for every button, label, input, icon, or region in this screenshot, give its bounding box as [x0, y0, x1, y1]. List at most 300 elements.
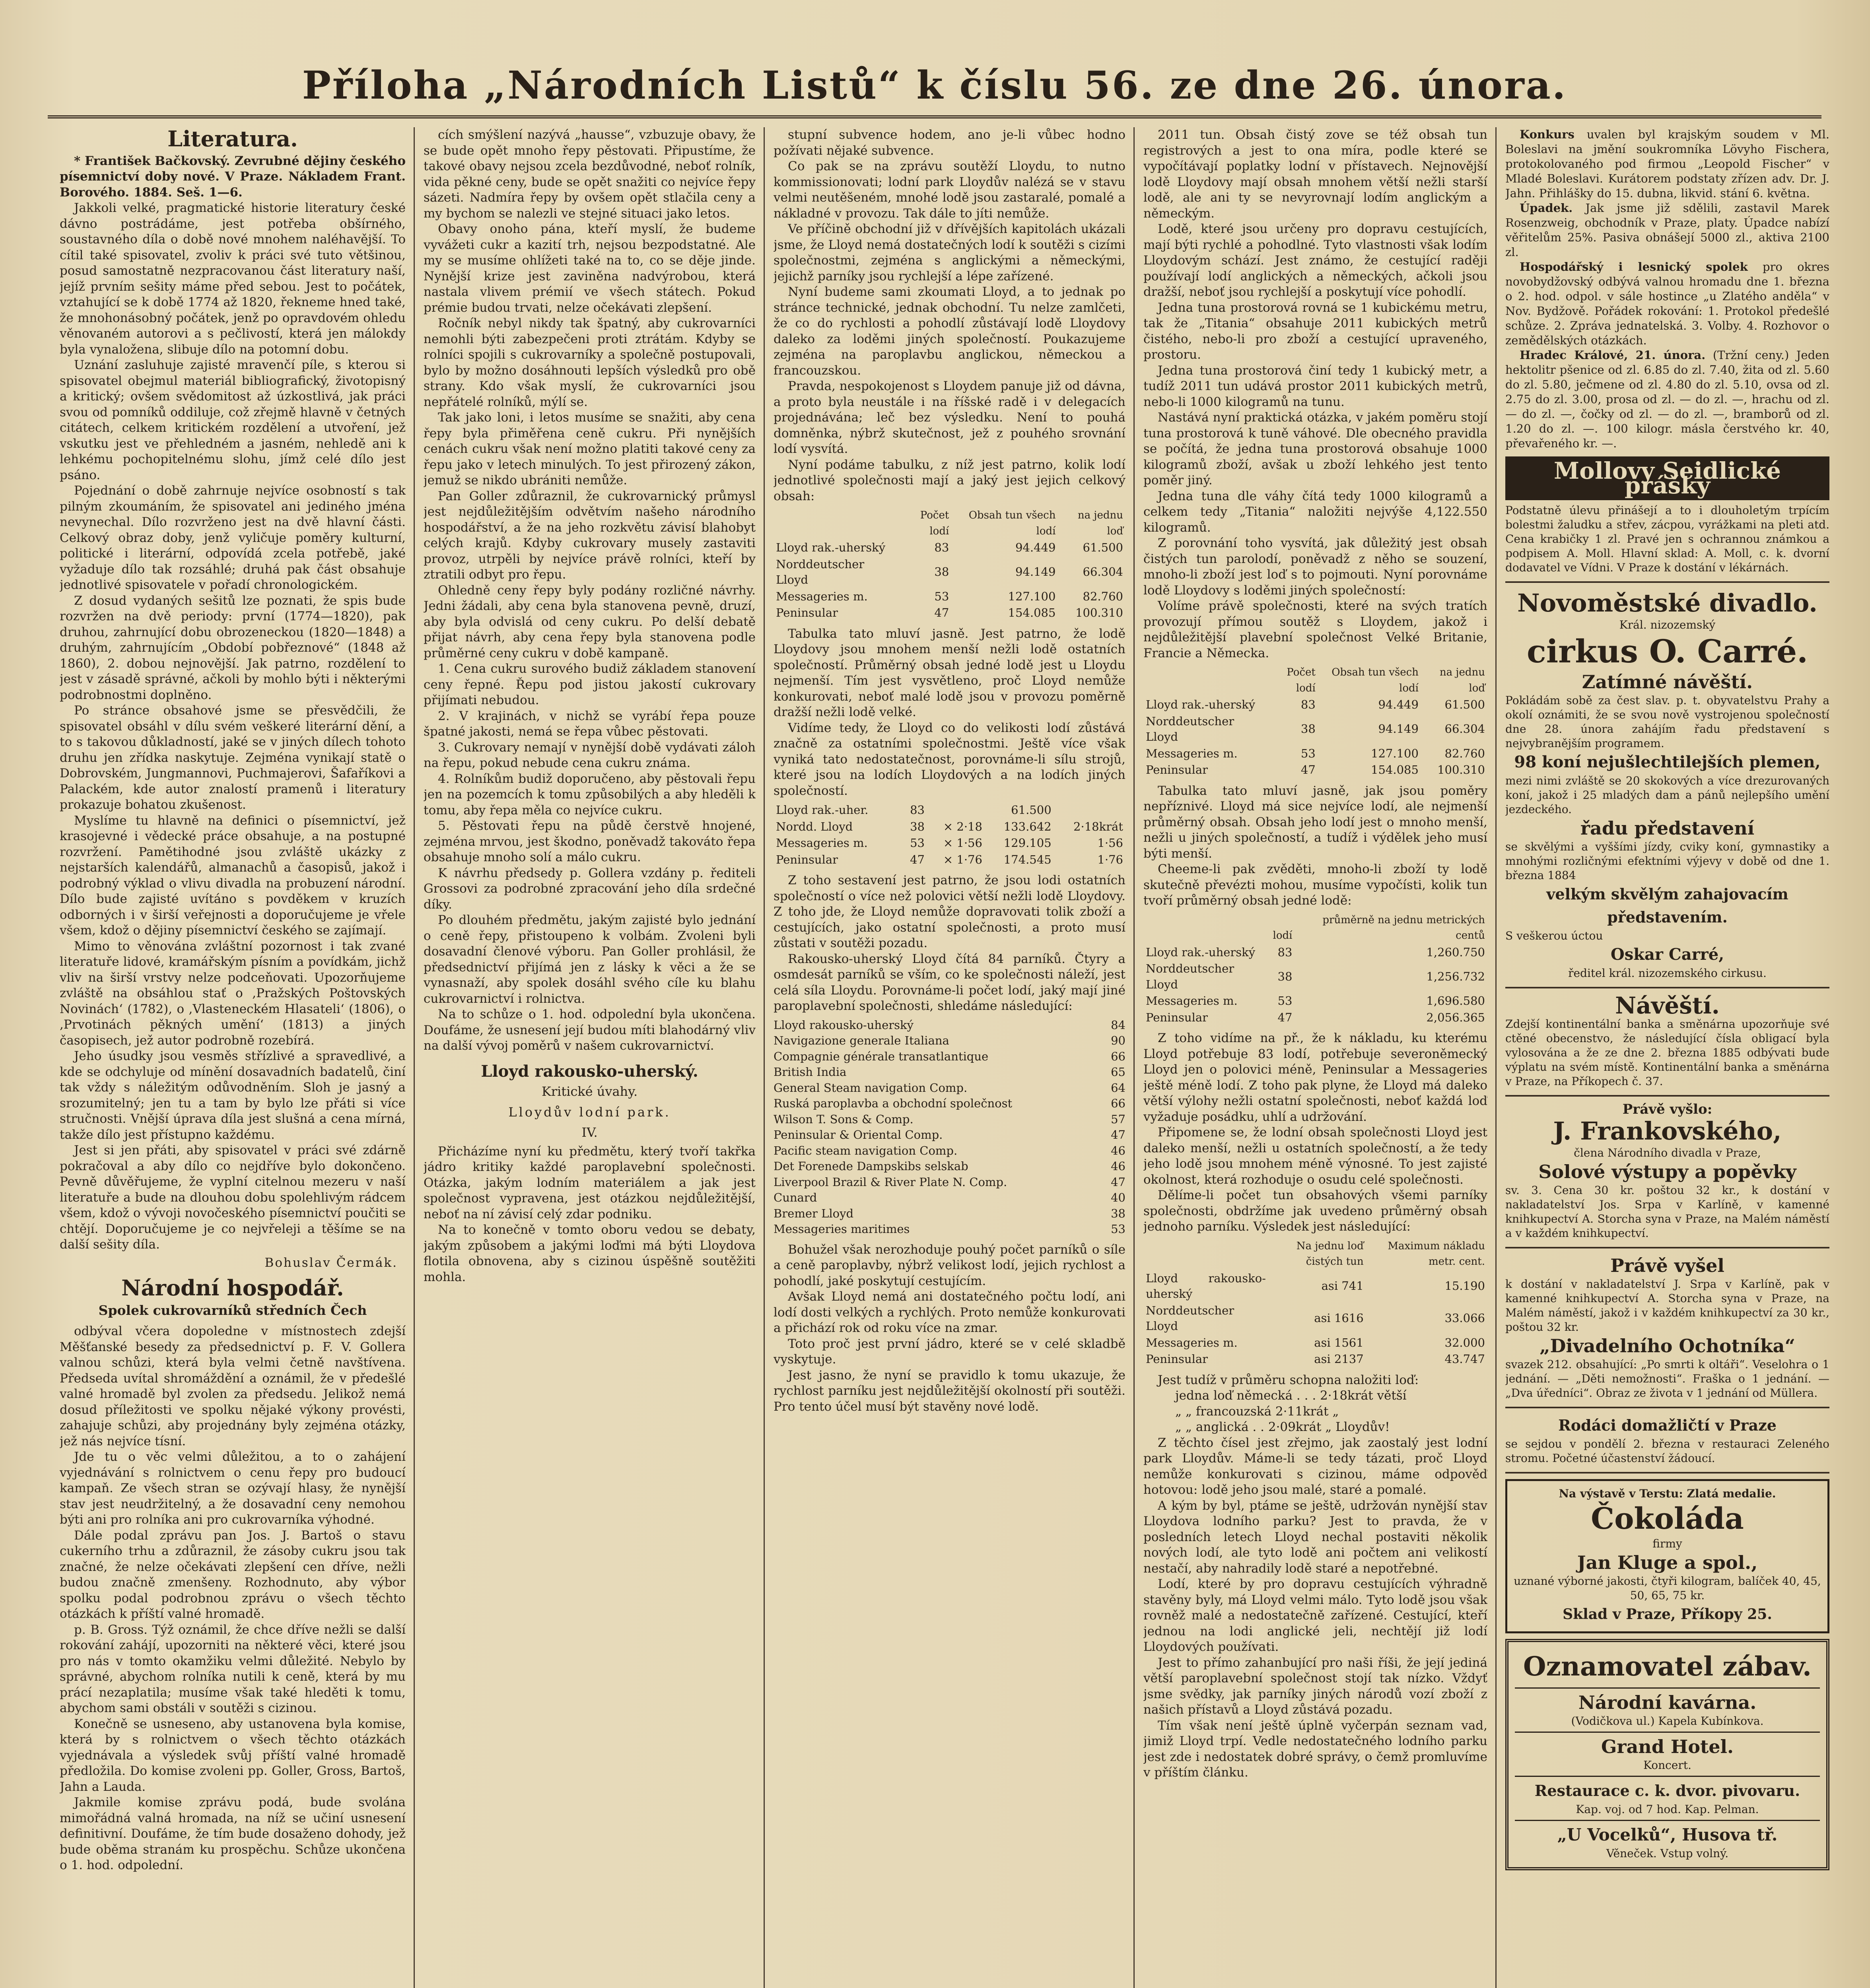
domazlice-ad [1505, 1408, 1829, 1474]
circus-ad [1505, 583, 1829, 988]
table-header: Na jednu loď čistých tun [1296, 1240, 1364, 1268]
publication-title: „Divadelního Ochotníka“ [1540, 1335, 1795, 1357]
table-cell: 83 [910, 803, 925, 817]
list-item [774, 1112, 1125, 1128]
venue-name: Grand Hotel. [1601, 1736, 1734, 1757]
fleet-table-3 [1143, 664, 1487, 779]
table-row [1143, 961, 1487, 993]
table-row [774, 540, 1125, 556]
company-count: 66 [1111, 1049, 1125, 1063]
publication-text: k dostání v nakladatelství J. Srpa v Karlíně, pak v kamenné knihkupectví A. Storcha syna v Praze, na Malém náměstí, jakož i v každém knihkupectví za 30 kr., poštou 32 kr. [1505, 1277, 1829, 1334]
author-role: člena Národního divadla v Praze, [1574, 1146, 1761, 1159]
chocolate-title: Čokoláda [1591, 1502, 1744, 1536]
entertainment-title: Oznamovatel zábav. [1523, 1651, 1812, 1682]
author-name: J. Frankovského, [1553, 1116, 1782, 1145]
paragraph: Volíme právě společnosti, které na svých tratích provozují přímou soutěž s Lloydem, jakož i nejdůležitější plavební společnost Velké Britanie, Francie a Německa. [1143, 599, 1487, 660]
table-cell: Norddeutscher Lloyd [776, 557, 865, 586]
notice [1505, 127, 1829, 201]
venue-name: Národní kavárna. [1578, 1692, 1757, 1713]
table-row [774, 605, 1125, 621]
table-cell: asi 1561 [1314, 1336, 1364, 1349]
paragraph: Jedna tuna prostorová činí tedy 1 kubický metr, a tudíž 2011 tun udává prostor 2011 kubických metrů, nebo-li 1000 kilogramů na tunu. [1143, 363, 1487, 409]
table-cell: 47 [910, 852, 925, 866]
venue [1515, 1732, 1820, 1773]
paragraph: Uznání zasluhuje zajisté mravenčí píle, s kterou si spisovatel obejmul materiál bibliografický, životopisný a kritický; ovšem svědomitost až úzkostlivá, jak práci svou od pomníků oddiluje, což zřejmě hlavně v četných citátech, celkem kritickém rozdělení a utvoření, jež vskutku jest ve přehledném a jasném, nehledě ani k lehkému pochopitelnému slohu, jímž celé dílo jest psáno. [60, 358, 406, 482]
table-header: Obsah tun všech lodí [1332, 666, 1419, 694]
comparison-line: „ „ anglická . . 2·09krát „ Lloydův! [1175, 1420, 1390, 1434]
table-cell: 1,696.580 [1426, 994, 1485, 1008]
notice-text: (Tržní ceny.) Jeden hektolitr pšenice od zl. 6.85 do zl. 7.40, žita od zl. 5.60 do zl. 5.80, ječmene od zl. 4.80 do zl. 5.10, ovsa od zl. 2.75 do zl. 3.00, prosa od zl. — do zl. —, hrachu od zl. — do zl. —, čočky od zl. — do zl. —, bramborů od zl. 1.20 do zl. —. 100 kilogr. másla čerstvého kr. 40, převařeného kr. —. [1505, 348, 1829, 450]
paragraph: Mimo to věnována zvláštní pozornost i tak zvané literatuře lidové, kramářským písním a povídkám, jichž vliv na širší vrstvy nelze podceňovati. Upozorňujeme zvláště na obsáhlou stať o ,Pražských Poštovských Novinách‘ (1782), o ,Vlasteneckém Hlasateli‘ (1806), o ,Prvotinách pěkných umění‘ (1813) a jiných časopisech, jež autor podrobně rozebírá. [60, 939, 406, 1048]
paragraph: Dále podal zprávu pan Jos. J. Bartoš o stavu cukerního trhu a zdůraznil, že zásoby cukru jsou tak značné, že nelze očekávati zlepšení cen dříve, nežli budou značně zmenšeny. Rozhodnuto, aby výbor spolku podal podrobnou zprávu o všech těchto otázkách k příští valné hromadě. [60, 1528, 406, 1621]
table-cell: 94.449 [1015, 541, 1056, 554]
venue-name: „U Vocelků“, Husova tř. [1557, 1825, 1778, 1844]
list-item [774, 1206, 1125, 1222]
column-rule [764, 127, 765, 1988]
table-cell: asi 741 [1321, 1279, 1364, 1293]
table-row [774, 819, 1125, 835]
paragraph: Lodí, které by pro dopravu cestujících výhradně stavěny byly, má Lloyd velmi málo. Tyto lodě jsou však rovněž malé a nedostatečně zařízené. Cestující, kteří jednou na lodi anglické jeli, nechtějí již lodí Lloydových používati. [1143, 1577, 1487, 1654]
table-cell: 53 [1277, 994, 1293, 1008]
table-row [774, 556, 1125, 588]
table-cell: asi 2137 [1314, 1352, 1364, 1366]
paragraph: Toto proč jest první jádro, které se v celé skladbě vyskytuje. [774, 1336, 1125, 1367]
table-row [1143, 944, 1487, 961]
table-cell: 154.085 [1371, 763, 1419, 777]
table-cell: 100.310 [1075, 606, 1123, 619]
table-cell: 47 [1277, 1010, 1293, 1024]
company-name: Wilson T. Sons & Comp. [774, 1112, 914, 1126]
paragraph: Připomene se, že lodní obsah společnosti Lloyd jest daleko menší, nežli u ostatních společností, a že tedy jeho lodě jsou mnohem méně výnosné. To jest zajisté okolnost, která rozhoduje o osudu celé společnosti. [1143, 1125, 1487, 1187]
notice-text: uvalen byl krajským soudem v Ml. Boleslavi na jmění soukromníka Lövyho Fischera, protokolovaného pod firmou „Leopold Fischer“ v Mladé Boleslavi. Kurátorem podstaty zřízen adv. Dr. J. Jahn. Přihlášky do 15. dubna, likvid. stání 6. května. [1505, 128, 1829, 200]
lloyd-part-number: IV. [581, 1125, 598, 1140]
paragraph: Nyní budeme sami zkoumati Lloyd, a to jednak po stránce technické, jednak obchodní. Tu nelze zamlčeti, že co do rychlosti a pohodlí zůstávají lodě Lloydovy daleko za loděmi jiných společností. Poukazujeme zejména na paroplavbu anglickou, německou a francouzskou. [774, 285, 1125, 378]
table-cell: Peninsular [1146, 1352, 1208, 1366]
company-name: General Steam navigation Comp. [774, 1081, 968, 1095]
table-cell: 129.105 [1003, 836, 1052, 850]
table-cell: Lloyd rak.-uherský [1146, 698, 1256, 711]
company-name: Lloyd rakousko-uherský [774, 1018, 914, 1032]
company-name: Peninsular & Oriental Comp. [774, 1128, 943, 1142]
seidlitz-title: Mollovy Seidlické prášky [1505, 456, 1829, 500]
paragraph: cích smýšlení nazývá „hausse“, vzbuzuje obavy, že se bude opět mnoho řepy pěstovati. Připustíme, že takové obavy nejsou zcela bezdůvodné, neboť rolník, vida pěkné ceny, bude se opět snažiti co nejvíce řepy sázeti. Nadmíra řepy by ovšem opět stlačila ceny a my bychom se nalezli ve stejné situaci jako letos. [424, 128, 756, 221]
paragraph: stupní subvence hodem, ano je-li vůbec hodno požívati nějaké subvence. [774, 128, 1125, 158]
paragraph: Cheeme-li pak zvěděti, mnoho-li zboží ty lodě skutečně převézti mohou, musíme vypočísti, kolik tun tvoří průměrný obsah jedné lodě: [1143, 862, 1487, 908]
opening-line: velkým skvělým zahajovacím představením. [1546, 885, 1788, 926]
paragraph: Jest tudíž v průměru schopna naložiti loď: [1158, 1373, 1419, 1387]
notice-lead: Úpadek. [1520, 201, 1573, 215]
award-line: Na výstavě v Terstu: Zlatá medalie. [1559, 1487, 1776, 1500]
paragraph: Rakousko-uherský Lloyd čítá 84 parníků. Čtyry a osmdesát parníků se vším, co ke společnosti náleží, jest celá síla Lloydu. Porovnáme-li počet lodí, jaký mají jiné paroplavební společnosti, shledáme následující: [774, 951, 1125, 1013]
company-name: Det Forenede Dampskibs selskab [774, 1159, 968, 1173]
fleet-table-5 [1143, 1238, 1487, 1368]
notice [1505, 348, 1829, 451]
table-cell: 82.760 [1083, 589, 1123, 603]
table-cell: 2·18krát [1073, 819, 1123, 833]
table-row [1143, 746, 1487, 762]
table-header [1143, 912, 1271, 944]
paragraph: odbýval včera dopoledne v místnostech zdejší Měšťanské besedy za předsednictví p. F. V. Gollera valnou schůzi, která byla velmi četně navštívena. Předseda uvítal shromáždění a oznámil, že v předešlé valné hromadě byl zvolen za předsedu. Jelikož nemá dosud příležitosti ve spolku nějaké výkony provésti, zahajuje schůzi, aby projednány byly zejména otázky, jež nás nejvíce tísní. [60, 1324, 406, 1448]
table-header-row [1143, 664, 1487, 697]
rodaci-text: se sejdou v pondělí 2. března v restauraci Zeleného stromu. Početné účastenství žádoucí. [1505, 1437, 1829, 1465]
carre-signature: Oskar Carré, [1610, 945, 1724, 964]
resolution-item: 3. Cukrovary nemají v nynější době vydávati záloh na řepu, pokud nebude cena cukru známa. [424, 740, 756, 770]
table-cell: 82.760 [1444, 746, 1485, 760]
table-header: na jednu loď [1439, 666, 1485, 694]
company-count: 46 [1111, 1159, 1125, 1173]
list-item [774, 1190, 1125, 1206]
company-name: Messageries maritimes [774, 1222, 910, 1236]
table-cell: Peninsular [776, 606, 838, 619]
list-item [774, 1033, 1125, 1049]
list-item [774, 1049, 1125, 1065]
venue-name: Restaurace c. k. dvor. pivovaru. [1534, 1782, 1800, 1800]
table-cell: 32.000 [1444, 1336, 1485, 1349]
horses-text: mezi nimi zvláště se 20 skokových a více drezurovaných koní, jakož i 25 mladých dam a pánů nejlepšího umění jezdeckého. [1505, 774, 1829, 816]
table-cell: Messageries m. [1146, 994, 1238, 1008]
notice [1505, 201, 1829, 260]
book-title: * František Bačkovský. Zevrubné dějiny českého písemnictví doby nové. V Praze. Nákladem Frant. Borového. 1884. Seš. 1—6. [60, 153, 406, 200]
table-cell: Norddeutscher Lloyd [1146, 1303, 1234, 1333]
table-row [1143, 1270, 1487, 1303]
table-cell: 94.449 [1378, 698, 1419, 711]
table-row [1143, 1335, 1487, 1351]
table-row [1143, 1010, 1487, 1026]
table-header: na jednu loď [1077, 509, 1123, 537]
table-cell: 38 [1300, 722, 1316, 736]
table-header: Maximum nákladu metr. cent. [1388, 1240, 1485, 1268]
table-cell: 83 [934, 541, 949, 554]
paragraph: Z toho sestavení jest patrno, že jsou lodi ostatních společností o více než polovici větší nežli lodě Lloydovy. Z toho jde, že Lloyd nemůže dopravovati tolik zboží a cestujících, jako ostatní společnosti, a proto musí zůstati v soutěži pozadu. [774, 873, 1125, 950]
resolution-item: 2. V krajinách, v nichž se vyrábí řepa pouze špatné jakosti, nemá se řepa vůbec pěstovati. [424, 709, 756, 739]
table-cell: 1,256.732 [1426, 969, 1485, 983]
paragraph: 2011 tun. Obsah čistý zove se též obsah tun registrových a jest to ona míra, podle které se vypočítávají poplatky lodní v přístavech. Nejnovější lodě Lloydovy mají obsah mnohem větší nežli starší lodě, ale ani ty se nevyrovnají lodím anglickým a německým. [1143, 128, 1487, 221]
rodaci-title: Rodáci domažličtí v Praze [1558, 1416, 1777, 1434]
seidlitz-text: Podstatně úlevu přinášejí a to i dlouholetým trpícím bolestmi žaludku a střev, zácpou, vyrážkami na pleti atd. Cena krabičky 1 zl. Pravé jen s ochrannou známkou a podpisem A. Moll. Hlavní sklad: A. Moll, c. k. dvorní dodavatel ve Vídni. V Praze k dostání v lékárnách. [1505, 504, 1829, 574]
column-3 [774, 127, 1125, 1988]
table-row [1143, 713, 1487, 746]
column-rule [414, 127, 415, 1988]
theatre-sub: Král. nizozemský [1619, 618, 1716, 631]
carre-role: ředitel král. nizozemského cirkusu. [1568, 967, 1767, 980]
paragraph: Pravda, nespokojenost s Lloydem panuje již od dávna, a proto byla neustále i na říšské radě i v delegacích projednávána; leč bez výsledku. Není to pouhá domněnka, nýbrž skutečnost, jež z pouhého srovnání lodí vysvítá. [774, 379, 1125, 456]
book-text: sv. 3. Cena 30 kr. poštou 32 kr., k dostání v nakladatelství Jos. Srpa v Karlíně, v kamenné knihkupectví A. Storcha syna v Praze, na Malém náměstí a v každém knihkupectví. [1505, 1184, 1829, 1240]
closing-line: S veškerou úctou [1505, 929, 1603, 942]
firm-name: Jan Kluge a spol., [1577, 1552, 1758, 1573]
performances-title: řadu představení [1580, 817, 1755, 839]
company-count: 46 [1111, 1143, 1125, 1157]
table-cell: 61.500 [1444, 698, 1485, 711]
paragraph: Na to konečně v tomto oboru vedou se debaty, jakým způsobem a jakými loďmi má býti Lloydova flotila obnovena, aby s cizinou úspěšně soutěžiti mohla. [424, 1223, 756, 1284]
paragraph: Avšak Lloyd nemá ani dostatečného počtu lodí, ani lodí dosti velkých a rychlých. Proto nemůže konkurovati a přichází rok od roku více na zmar. [774, 1289, 1125, 1335]
paragraph: Myslíme tu hlavně na definici o písemnictví, jež krasojevné i vědecké práce obsahuje, a na postupné rozvržení. Pamětihodné jsou zvláště ukázky z nejstarších kalendářů, almanachů a časopisů, jakož i podrobný výklad o vlivu divadla na probuzení národní. Dílo bude zajisté uvítáno s povděkem v kruzích odborných i v širší veřejnosti a doporučujeme je vřele všem, kdož o dějiny písemnictví českého se zajímají. [60, 813, 406, 938]
paragraph: Z porovnání toho vysvítá, jak důležitý jest obsah čistých tun parolodí, poněvadž z něho se souzení, mnoho-li zboží jest loď s to pojmouti. Nyní porovnáme lodě Lloydovy s loděmi jiných společností: [1143, 536, 1487, 598]
notice-text: Jak jsme již sdělili, zastavil Marek Rosenzweig, obchodník v Praze, platy. Úpadce nabízí věřitelům 25%. Pasiva obnášejí 5000 zl., aktiva 2100 zl. [1505, 201, 1829, 259]
paragraph: Nyní podáme tabulku, z níž jest patrno, kolik lodí jednotlivé společnosti mají a jaký jest jejich celkový obsah: [774, 457, 1125, 503]
performances-text: se skvělými a vyššími jízdy, cviky koní, gymnastiky a mnohými rozličnými efektními výjevy v době od dne 1. března 1884 [1505, 840, 1829, 882]
table-row [774, 802, 1125, 819]
paragraph: Tabulka tato mluví jasně. Jest patrno, že lodě Lloydovy jsou mnohem menší nežli lodě ostatních společností. Průměrný obsah jedné lodě jest u Lloydu nejmenší. Tím jest vysvětleno, proč Lloyd nemůže konkurovati, neboť malé lodě jsou v provozu poměrně dražší nežli lodě velké. [774, 626, 1125, 719]
table-cell: 61.500 [1083, 541, 1123, 554]
company-count: 40 [1111, 1191, 1125, 1204]
table-cell: Peninsular [776, 852, 838, 866]
paragraph: Pan Goller zdůraznil, že cukrovarnický průmysl jest nejdůležitějším odvětvím našeho národního hospodářství, a že na jeho rozkvětu závisí blahobyt celých krajů. Kdyby cukrovary musely zastaviti provoz, utrpěli by nejvíce právě rolníci, kteří by ztratili odbyt pro řepu. [424, 489, 756, 582]
resolution-item: 5. Pěstovati řepu na půdě čerstvě hnojené, zejména mrvou, jest škodno, poněvadž takováto řepa obsahuje mnoho solí a málo cukru. [424, 819, 756, 864]
notice-lead: Hospodářský i lesnický spolek [1520, 260, 1748, 274]
table-cell: 53 [934, 589, 949, 603]
paragraph: Po dlouhém předmětu, jakým zajisté bylo jednání o ceně řepy, přistoupeno k volbám. Zvoleni byli dosavadní členové výboru. Pan Goller prohlásil, že předsednictví přijímá jen z lásky k věci a že se vynasnaží, aby spolek dosáhl svého cíle ku blahu cukrovarnictví i rolnictva. [424, 913, 756, 1006]
table-cell: Norddeutscher Lloyd [1146, 714, 1234, 744]
table-cell: 94.149 [1378, 722, 1419, 736]
column-2 [424, 127, 756, 1988]
table-header: Počet lodí [1287, 666, 1316, 694]
chocolate-text: uznané výborné jakosti, čtyři kilogram, balíček 40, 45, 50, 65, 75 kr. [1514, 1574, 1821, 1602]
paragraph: Jeho úsudky jsou vesměs střízlivé a spravedlivé, a kde se odchyluje od mínění dosavadních badatelů, činí tak vždy s náležitým odůvodněním. Sloh je jasný a srozumitelný; jen tu a tam by bylo lze přáti si více stručnosti. Vnější úprava díla jest slušná a cena mírná, takže dílo jest přístupno každému. [60, 1049, 406, 1142]
company-name: Ruská paroplavba a obchodní společnost [774, 1097, 1013, 1110]
table-cell: Norddeutscher Lloyd [1146, 962, 1234, 991]
fleet-table-4 [1143, 912, 1487, 1026]
table-cell: × 1·56 [943, 836, 982, 850]
table-header-row [1143, 912, 1487, 944]
table-header-row [1143, 1238, 1487, 1270]
resolution-item: 1. Cena cukru surového budiž základem stanovení ceny řepné. Řepu pod jistou jakostí cukrovary přijímati nebudou. [424, 662, 756, 707]
table-cell: 2,056.365 [1426, 1010, 1485, 1024]
notice-lead: Konkurs [1520, 128, 1575, 141]
table-cell: 15.190 [1444, 1279, 1485, 1293]
notice [1505, 260, 1829, 348]
company-name: Compagnie générale transatlantique [774, 1049, 989, 1063]
column-5-ads [1505, 127, 1829, 1988]
paragraph: p. B. Gross. Týž oznámil, že chce dříve nežli se další rokování zahájí, upozorniti na některé věci, které jsou pro nás v tomto okamžiku velmi důležité. Nebylo by správné, abychom rolníka nutili k ceně, která by mu prácí nezaplatila; musíme však také hleděti k tomu, abychom sami obstáli v soutěži s cizinou. [60, 1622, 406, 1715]
signature: Bohuslav Čermák. [264, 1255, 398, 1270]
warehouse-line: Sklad v Praze, Příkopy 25. [1563, 1606, 1772, 1623]
company-list [774, 1017, 1125, 1237]
paragraph: Jest to přímo zahanbující pro naši říši, že její jediná větší paroplavební společnost stojí tak nízko. Vždyť jsme svědky, jak parníky jiných národů vozí zboží z našich přístavů a Lloyd zůstává pozadu. [1143, 1655, 1487, 1717]
table-cell: 127.100 [1371, 746, 1419, 760]
table-cell: × 1·76 [943, 852, 982, 866]
table-cell: 127.100 [1008, 589, 1056, 603]
table-cell: 38 [934, 565, 949, 579]
fleet-table-2 [774, 802, 1125, 868]
theatre-title: Novoměstské divadlo. [1517, 588, 1818, 617]
venue [1515, 1820, 1820, 1861]
column-rule [1495, 127, 1497, 1988]
company-count: 53 [1111, 1222, 1125, 1236]
table-cell: × 2·18 [943, 819, 982, 833]
table-cell: 53 [1300, 746, 1316, 760]
circus-title: cirkus O. Carré. [1527, 633, 1808, 670]
lloyd-subheading-2: Lloydův lodní park. [508, 1104, 671, 1120]
lloyd-subheading: Kritické úvahy. [541, 1084, 638, 1099]
table-cell: Messageries m. [1146, 746, 1238, 760]
paragraph: Co pak se na zprávu soutěží Lloydu, to nutno kommissionovati; lodní park Lloydův nalézá se v stavu velmi neutěšeném, mnohé lodě jsou zastaralé, pomalé a nákladné v provozu. Tak dále to jíti nemůže. [774, 159, 1125, 221]
table-cell: Lloyd rak.-uherský [776, 541, 886, 554]
paragraph: Obavy onoho pána, kteří myslí, že budeme vyvážeti cukr a kazití trh, nejsou bezpodstatné. Ale my se musíme ohlížeti také na to, co se děje jinde. Nynější krize jest zaviněna nadvýrobou, která nastala vlivem prémií ve všech státech. Pokud prémie budou trvati, nelze očekávati zlepšení. [424, 222, 756, 315]
table-cell: 1·76 [1097, 852, 1123, 866]
company-count: 65 [1111, 1065, 1125, 1079]
paragraph: Z toho vidíme na př., že k nákladu, ku kterému Lloyd potřebuje 83 lodí, potřebuje severoněmecký Lloyd jen o polovici méně, Peninsular a Messageries ještě méně lodí. Z toho pak plyne, že Lloyd má daleko větší výlohy nežli ostatní společnosti, neboť každá loď vyžaduje posádku, uhlí a udržování. [1143, 1031, 1487, 1124]
table-cell: Lloyd rak.-uherský [1146, 945, 1256, 959]
table-cell: 38 [910, 819, 925, 833]
table-row [1143, 762, 1487, 779]
table-header: Obsah tun všech lodí [968, 509, 1056, 537]
table-cell: Lloyd rak.-uher. [776, 803, 869, 817]
paragraph: Vidíme tedy, že Lloyd co do velikosti lodí zůstává značně za ostatními společnostmi. Ještě více však vyniká tato nedostatečnost, porovnáme-li sílu strojů, které jsou na lodích Lloydových a na lodích jiných společností. [774, 720, 1125, 798]
table-header: Počet lodí [920, 509, 949, 537]
paragraph: Tabulka tato mluví jasně, jak jsou poměry nepříznivé. Lloyd má sice nejvíce lodí, ale nejmenší průměrný obsah. Obsah jeho lodí jest o mnoho menší, nežli u jiných společností, a tudíž i výdělek jeho musí býti menší. [1143, 783, 1487, 861]
paragraph: A kým by byl, ptáme se ještě, udržován nynější stav Lloydova lodního parku? Jest to pravda, že v posledních letech Lloyd nechal postaviti několik nových lodí, ale tyto lodě ani počtem ani velikostí nestačí, aby nahradily lodě staré a nepotřebné. [1143, 1498, 1487, 1576]
provisional-notice-title: Zatímné návěští. [1582, 671, 1753, 693]
column-4 [1143, 127, 1487, 1988]
company-count: 64 [1111, 1081, 1125, 1095]
venue [1515, 1687, 1820, 1728]
table-cell: 61.500 [1011, 803, 1052, 817]
venue-detail: Koncert. [1643, 1759, 1691, 1772]
table-cell: Lloyd rakousko-uherský [1146, 1271, 1266, 1301]
company-name: Navigazione generale Italiana [774, 1034, 949, 1047]
paragraph: Ročník nebyl nikdy tak špatný, aby cukrovarníci nemohli býti zabezpečeni proti ztrátám. Kdyby se rolníci spojili s cukrovarníky a společně postupovali, bylo by možno dosáhnouti lepších výsledků pro obě strany. Kdo však myslí, že cukrovarníci jsou nepřátelé rolníků, mýlí se. [424, 316, 756, 409]
seidlitz-ad [1505, 451, 1829, 583]
chocolate-ad [1505, 1479, 1829, 1633]
bank-notice-ad [1505, 988, 1829, 1097]
paragraph: Bohužel však nerozhoduje pouhý počet parníků o síle a ceně paroplavby, nýbrž velikost lodí, jejich rychlost a pohodlí, jaké poskytují cestujícím. [774, 1242, 1125, 1288]
list-item [774, 1096, 1125, 1112]
paragraph: Tím však není ještě úplně vyčerpán seznam vad, jimiž Lloyd trpí. Vedle nedostatečného lodního parku jest zde i nedostatek dobré správy, o čemž promluvíme v příštím článku. [1143, 1718, 1487, 1780]
table-cell: 1,260.750 [1426, 945, 1485, 959]
table-row [1143, 697, 1487, 713]
table-cell: 133.642 [1003, 819, 1052, 833]
economy-subheading: Spolek cukrovarníků středních Čech [98, 1302, 367, 1318]
venue-detail: Věneček. Vstup volný. [1606, 1847, 1729, 1860]
paragraph: Dělíme-li počet tun obsahových všemi parníky společnosti, obdržíme jak uvedeno průměrný obsah jednoho parníku. Výsledek jest následující: [1143, 1188, 1487, 1234]
just-published-label: Právě vyšel [1610, 1255, 1724, 1276]
column-1 [60, 127, 406, 1988]
fleet-table-1 [774, 507, 1125, 621]
list-item [774, 1064, 1125, 1080]
company-count: 84 [1111, 1018, 1125, 1032]
table-cell: 53 [910, 836, 925, 850]
table-cell: 33.066 [1444, 1311, 1485, 1325]
table-cell: 43.747 [1444, 1352, 1485, 1366]
table-cell: Messageries m. [1146, 1336, 1238, 1349]
table-cell: 47 [934, 606, 949, 619]
table-cell: Messageries m. [776, 589, 868, 603]
table-cell: 1·56 [1097, 836, 1123, 850]
table-cell: 66.304 [1083, 565, 1123, 579]
lloyd-heading: Lloyd rakousko-uherský. [481, 1062, 698, 1081]
company-count: 90 [1111, 1034, 1125, 1047]
horses-line: 98 koní nejušlechtilejších plemen, [1514, 753, 1821, 771]
table-cell: 83 [1300, 698, 1316, 711]
paragraph: Ohledně ceny řepy byly podány rozličné návrhy. Jedni žádali, aby cena byla stanovena pevně, druzí, aby byla odvislá od ceny cukru. Po delší debatě přijat návrh, aby cena řepy byla stanovena podle průměrné ceny cukru v době kampaně. [424, 583, 756, 660]
table-cell: 174.545 [1003, 852, 1052, 866]
ochotnik-ad [1505, 1248, 1829, 1408]
table-header-row [774, 507, 1125, 540]
firm-label: firmy [1652, 1537, 1682, 1550]
comparison-line: „ „ francouzská 2·11krát „ [1175, 1404, 1339, 1419]
economy-heading: Národní hospodář. [121, 1275, 344, 1301]
book-title: Solové výstupy a popěvky [1538, 1161, 1796, 1182]
paragraph: Po stránce obsahové jsme se přesvědčili, že spisovatel obsáhl v dílu svém veškeré literární dění, a to s takovou důkladností, jaké se v jiných dílech tohoto druhu jen zřídka naskytuje. Zejména vynikají statě o Dobrovském, Jungmannovi, Puchmajerovi, Šafaříkovi a Palackém, kde autor znalostí pramenů i literatury prokazuje bohatou zkušenost. [60, 703, 406, 812]
notice-text: Zdejší kontinentální banka a směnárna upozorňuje své ctěné obecenstvo, že následující čísla obligací byla vylosována a že ze dne 2. března 1885 odbývati bude výplatu na svém místě. Kontinentální banka a směnárna v Praze, na Příkopech č. 37. [1505, 1017, 1829, 1088]
table-header: průměrně na jednu metrických centů [1322, 914, 1485, 942]
table-header [1143, 664, 1266, 697]
resolution-item: 4. Rolníkům budiž doporučeno, aby pěstovali řepu jen na pozemcích k tomu způsobilých a aby hleděli k tomu, aby řepa měla co nejvíce cukru. [424, 771, 756, 817]
company-name: Bremer Lloyd [774, 1206, 854, 1220]
paragraph: Pojednání o době zahrnuje nejvíce osobností s tak pilným zkoumáním, že spisovatel ani jediného jména nevynechal. Dílo rozvrženo jest na dvě hlavní části. Celkový obraz doby, jenž vyličuje poměry kulturní, politické i literární, odpovídá zcela potřebě, jaké vyžaduje dílo tak rozsáhlé; druhá pak část obsahuje jednotlivé spisovatele v pořadí chronologickém. [60, 483, 406, 592]
provisional-notice-text: Pokládám sobě za čest slav. p. t. obyvatelstvu Prahy a okolí oznámiti, že se svou nově vystrojenou společností dne 28. února zahájím řadu představení s nejvybranějším programem. [1505, 694, 1829, 750]
table-cell [927, 802, 985, 819]
company-name: Cunard [774, 1191, 817, 1204]
table-row [774, 835, 1125, 852]
list-item [774, 1159, 1125, 1175]
table-header [774, 507, 898, 540]
company-count: 47 [1111, 1175, 1125, 1189]
table-row [1143, 1303, 1487, 1335]
company-name: Pacific steam navigation Comp. [774, 1143, 958, 1157]
venue-detail: Kap. voj. od 7 hod. Kap. Pelman. [1576, 1803, 1759, 1816]
company-count: 66 [1111, 1097, 1125, 1110]
paragraph: Ve příčině obchodní již v dřívějších kapitolách ukázali jsme, že Lloyd nemá dostatečných lodí k soutěži s cizími společnostmi, zejména s anglickými a německými, jejichž parníky jsou rychlejší a lépe zařízené. [774, 222, 1125, 283]
publication-contents: svazek 212. obsahující: „Po smrti k oltáři“. Veselohra o 1 jednání. — „Děti nemožnosti“. Fraška o 1 jednání. — „Dva úředníci“. Obraz ze života v 1 jednání od Müllera. [1505, 1358, 1829, 1400]
column-rule [1133, 127, 1135, 1988]
comparison-line: jedna loď německá . . . 2·18krát větší [1175, 1388, 1407, 1403]
paragraph: K návrhu předsedy p. Gollera vzdány p. řediteli Grossovi za podrobné zpracování jeho díla srdečné díky. [424, 866, 756, 912]
table-cell: Peninsular [1146, 1010, 1208, 1024]
table-row [774, 852, 1125, 868]
paragraph: Konečně se usneseno, aby ustanovena byla komise, která by s rolnictvem o všech těchto otázkách vyjednávala a výsledek svůj příští valné hromadě předložila. Do komise zvoleni pp. Goller, Gross, Bartoš, Jahn a Lauda. [60, 1716, 406, 1794]
list-item [774, 1127, 1125, 1143]
table-cell: 66.304 [1444, 722, 1485, 736]
notice-text: pro okres novobydžovský odbývá valnou hromadu dne 1. března o 2. hod. odpol. v sále hostince „u Zlatého anděla“ v Nov. Bydžově. Pořádek rokování: 1. Protokol předešlé schůze. 2. Zpráva jednatelská. 3. Volby. 4. Rozhovor o zemědělských otázkách. [1505, 260, 1829, 347]
notice-title: Návěští. [1615, 992, 1720, 1019]
table-cell [1054, 802, 1125, 819]
company-name: British India [774, 1065, 847, 1079]
table-cell: Nordd. Lloyd [776, 819, 853, 833]
frankovsky-ad [1505, 1097, 1829, 1248]
paragraph: Jedna tuna dle váhy čítá tedy 1000 kilogramů a celkem tedy „Titania“ naložiti nejvýše 4,122.550 kilogramů. [1143, 489, 1487, 535]
list-item [774, 1143, 1125, 1159]
list-item [774, 1017, 1125, 1033]
company-count: 47 [1111, 1128, 1125, 1142]
paragraph: Přicházíme nyní ku předmětu, který tvoří takřka jádro kritiky každé paroplavební společnosti. Otázka, jakým lodním materiálem a jak jest společnost vypravena, jest otázkou nejdůležitější, neboť na ní závisí celý zdar podniku. [424, 1144, 756, 1221]
paragraph: Jedna tuna prostorová rovná se 1 kubickému metru, tak že „Titania“ obsahuje 2011 kubických metrů čistého, nebo-li pro zboží a cestující upraveného, prostoru. [1143, 300, 1487, 362]
venue-detail: (Vodičkova ul.) Kapela Kubínkova. [1571, 1714, 1764, 1728]
table-cell: Messageries m. [776, 836, 868, 850]
paragraph: Jakmile komise zprávu podá, bude svolána mimořádná valná hromada, na níž se učiní usnesení definitivní. Doufáme, že tím bude dosaženo dohody, jež bude oběma stranám ku prospěchu. Schůze ukončena o 1. hod. odpolední. [60, 1795, 406, 1872]
paragraph: Tak jako loni, i letos musíme se snažiti, aby cena řepy byla přiměřena ceně cukru. Při nynějších cenách cukru však není možno platiti takové ceny za řepu jako v letech minulých. To jest přirozený zákon, jemuž se nikdo ubrániti nemůže. [424, 410, 756, 487]
table-header [1143, 1238, 1268, 1270]
just-published-label: Právě vyšlo: [1622, 1101, 1713, 1117]
masthead [48, 60, 1821, 118]
paragraph: Jakkoli velké, pragmatické historie literatury české dávno postrádáme, jest potřeba obšírného, soustavného díla o době nové mnohem naléhavější. To cítil také spisovatel, zvoliv k práci své tuto většinou, posud samostatně nezpracovanou část literatury naší, jejíž prvním sešity máme před sebou. Jest to počátek, vztahující se k době 1774 až 1820, řekneme hned také, že mnohonásobný počátek, jenž po opravdovém ohledu věnovaném autorovi a s pečlivostí, která jen málokdy byla vynaložena, slibuje dílo na potomní dobu. [60, 201, 406, 357]
paragraph: Z dosud vydaných sešitů lze poznati, že spis bude rozvržen na dvě periody: první (1774—1820), pak druhou, zahrnující dobu obrozeneckou (1820—1848) a druhým, zahrnujícím „Období pobřeznové“ (1848 až 1860), 2. dobou nejnovější. Jak patrno, rozdělení to jest v zásadě správné, ačkoli by mohlo býti i některými podrobnostmi doplněno. [60, 593, 406, 702]
list-item [774, 1221, 1125, 1237]
paragraph: Jest jasno, že nyní se pravidlo k tomu ukazuje, že rychlost parníku jest nejdůležitější okolností při soutěži. Pro tento účel musí být stavěny nové lodě. [774, 1368, 1125, 1414]
list-item [774, 1175, 1125, 1190]
paragraph: Lodě, které jsou určeny pro dopravu cestujících, mají býti rychlé a pohodlné. Tyto vlastnosti však lodím Lloydovým schází. Jest známo, že cestující raději používají lodí anglických a německých, ačkoli jsou dražší, neboť jsou rychlejší a poskytují více pohodlí. [1143, 222, 1487, 299]
table-cell: 154.085 [1008, 606, 1056, 619]
table-cell: 83 [1277, 945, 1293, 959]
table-row [1143, 1351, 1487, 1368]
paragraph: Nastává nyní praktická otázka, v jakém poměru stojí tuna prostorová k tuně váhové. Dle obecného pravidla se počítá, že jedna tuna prostorová obsahuje 1000 kilogramů zboží, avšak u zboží lehkého jest tento poměr jiný. [1143, 410, 1487, 487]
entertainment-listing [1505, 1639, 1829, 1870]
company-count: 57 [1111, 1112, 1125, 1126]
table-cell: 38 [1277, 969, 1293, 983]
notice-lead: Hradec Králové, 21. února. [1520, 348, 1706, 362]
table-cell: 47 [1300, 763, 1316, 777]
paragraph: Jde tu o věc velmi důležitou, a to o zahájení vyjednávání s rolnictvem o cenu řepy pro budoucí kampaň. Ze všech stran se ozývají hlasy, že nynější stav jest neudržitelný, a že dosavadní ceny nemohou býti ani pro rolníka ani pro cukrovarníka výhodné. [60, 1450, 406, 1527]
